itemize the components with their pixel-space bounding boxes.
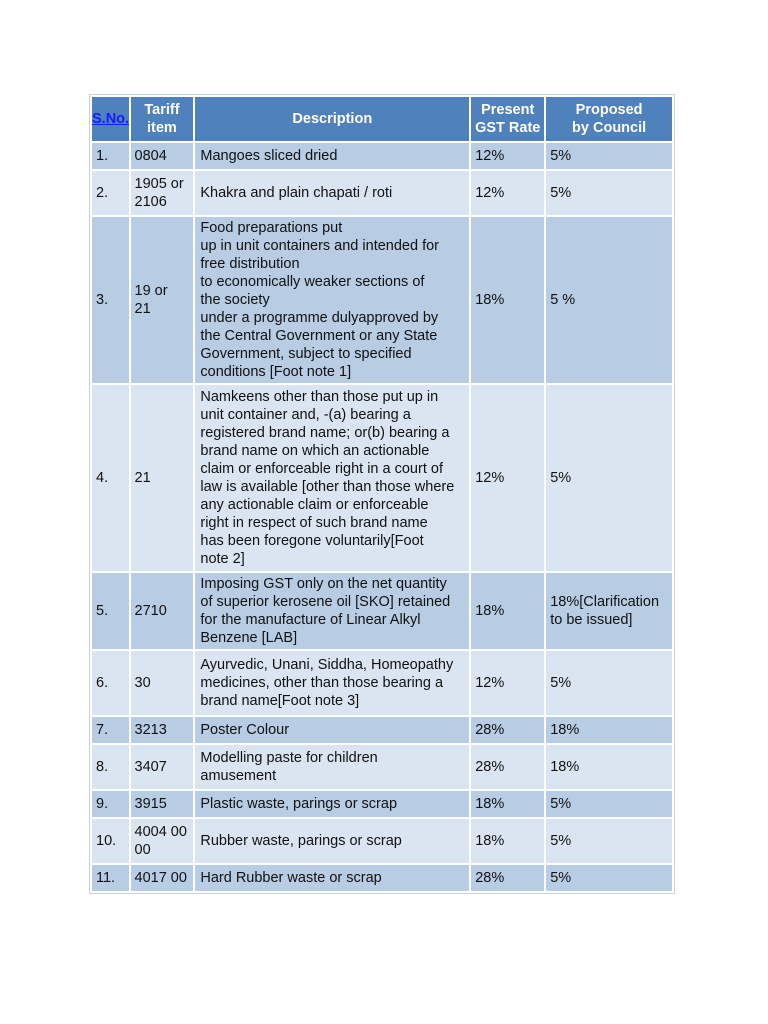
cell-proposed-rate: 5 %: [546, 217, 672, 383]
cell-sno: 9.: [92, 791, 129, 817]
cell-tariff: 2710: [131, 573, 194, 649]
header-proposed-by-council: Proposed by Council: [546, 97, 672, 141]
cell-description: Rubber waste, parings or scrap: [195, 819, 469, 863]
gst-rate-table: [90, 95, 674, 893]
cell-present-rate: 28%: [471, 717, 544, 743]
cell-sno: 6.: [92, 651, 129, 715]
cell-tariff: 4017 00: [131, 865, 194, 891]
cell-sno: 11.: [92, 865, 129, 891]
table-row: [92, 385, 672, 571]
cell-present-rate: 12%: [471, 171, 544, 215]
cell-proposed-rate: 5%: [546, 651, 672, 715]
cell-tariff: 4004 00 00: [131, 819, 194, 863]
gst-rate-table-container: [89, 94, 675, 894]
table-row: [92, 217, 672, 383]
cell-description: Hard Rubber waste or scrap: [195, 865, 469, 891]
cell-present-rate: 28%: [471, 745, 544, 789]
table-header-row: [92, 97, 672, 141]
header-sno[interactable]: [92, 97, 129, 141]
table-row: [92, 171, 672, 215]
cell-description: Khakra and plain chapati / roti: [195, 171, 469, 215]
cell-proposed-rate: 5%: [546, 385, 672, 571]
cell-tariff: 21: [131, 385, 194, 571]
cell-description: Modelling paste for children amusement: [195, 745, 469, 789]
cell-tariff: 30: [131, 651, 194, 715]
table-row: [92, 143, 672, 169]
cell-present-rate: 18%: [471, 573, 544, 649]
cell-description: Imposing GST only on the net quantity of superior kerosene oil [SKO] retained for the manufacture of Linear Alkyl Benzene [LAB]: [195, 573, 469, 649]
cell-proposed-rate: 18%: [546, 717, 672, 743]
cell-description: Mangoes sliced dried: [195, 143, 469, 169]
cell-present-rate: 18%: [471, 217, 544, 383]
cell-present-rate: 18%: [471, 791, 544, 817]
header-present-gst-rate: Present GST Rate: [471, 97, 544, 141]
cell-tariff: 3915: [131, 791, 194, 817]
cell-description: Namkeens other than those put up in unit container and, -(a) bearing a registered brand name; or(b) bearing a brand name on which an actionable claim or enforceable right in a court of law is available [other than those where any actionable claim or enforceable right in respect of such brand name has been foregone voluntarily[Foot note 2]: [195, 385, 469, 571]
table-row: [92, 745, 672, 789]
table-row: [92, 651, 672, 715]
cell-description: Ayurvedic, Unani, Siddha, Homeopathy medicines, other than those bearing a brand name[Foot note 3]: [195, 651, 469, 715]
header-description: Description: [195, 97, 469, 141]
cell-sno: 2.: [92, 171, 129, 215]
cell-present-rate: 12%: [471, 385, 544, 571]
cell-present-rate: 28%: [471, 865, 544, 891]
cell-sno: 7.: [92, 717, 129, 743]
cell-tariff: 3407: [131, 745, 194, 789]
table-row: [92, 717, 672, 743]
cell-description: Plastic waste, parings or scrap: [195, 791, 469, 817]
sno-link[interactable]: S.No.: [92, 111, 130, 127]
cell-sno: 1.: [92, 143, 129, 169]
cell-sno: 3.: [92, 217, 129, 383]
cell-proposed-rate: 5%: [546, 819, 672, 863]
cell-description: Poster Colour: [195, 717, 469, 743]
cell-present-rate: 12%: [471, 651, 544, 715]
table-row: [92, 819, 672, 863]
table-row: [92, 865, 672, 891]
table-row: [92, 791, 672, 817]
cell-present-rate: 18%: [471, 819, 544, 863]
cell-description: Food preparations put up in unit containers and intended for free distribution to economically weaker sections of the society under a programme dulyapproved by the Central Government or any State Government, subject to specified conditions [Foot note 1]: [195, 217, 469, 383]
cell-sno: 4.: [92, 385, 129, 571]
table-row: [92, 573, 672, 649]
cell-tariff: 0804: [131, 143, 194, 169]
cell-proposed-rate: 5%: [546, 143, 672, 169]
cell-sno: 5.: [92, 573, 129, 649]
cell-proposed-rate: 5%: [546, 865, 672, 891]
cell-sno: 10.: [92, 819, 129, 863]
header-tariff-item: Tariff item: [131, 97, 194, 141]
cell-tariff: 19 or 21: [131, 217, 194, 383]
cell-present-rate: 12%: [471, 143, 544, 169]
cell-proposed-rate: 5%: [546, 791, 672, 817]
cell-proposed-rate: 5%: [546, 171, 672, 215]
cell-tariff: 1905 or 2106: [131, 171, 194, 215]
cell-proposed-rate: 18%[Clarification to be issued]: [546, 573, 672, 649]
cell-sno: 8.: [92, 745, 129, 789]
cell-proposed-rate: 18%: [546, 745, 672, 789]
cell-tariff: 3213: [131, 717, 194, 743]
